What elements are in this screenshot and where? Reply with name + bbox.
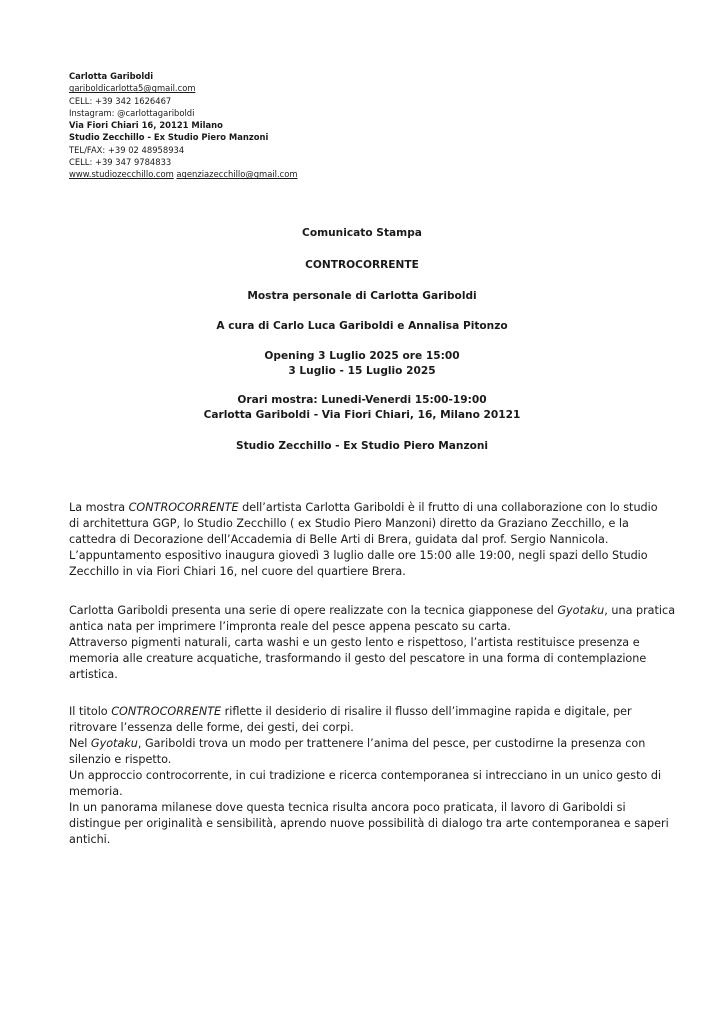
text-line: Un approccio controcorrente, in cui tradizione e ricerca contemporanea si intrecciano in un unico gesto di	[69, 769, 662, 782]
text-span: , Gariboldi trova un modo per trattenere l’anima del pesce, per custodirne la presenza con	[137, 737, 646, 750]
text-span: Il titolo	[69, 705, 112, 718]
contact-telfax: TEL/FAX: +39 02 48958934	[69, 144, 185, 155]
text-line: memoria alle creature acquatiche, trasformando il gesto del pescatore in una forma di contemplazione	[69, 652, 647, 665]
text-span: Carlotta Gariboldi presenta una serie di opere realizzate con la tecnica giapponese del	[69, 604, 558, 617]
text-span: , una pratica	[604, 604, 676, 617]
email-link[interactable]: gariboldicarlotta5@gmail.com	[69, 83, 196, 94]
website-link[interactable]: www.studiozecchillo.com	[69, 169, 174, 180]
text-span: riflette il desiderio di risalire il flusso dell’immagine rapida e digitale, per	[221, 705, 632, 718]
curators-line: A cura di Carlo Luca Gariboldi e Annalisa Pitonzo	[216, 320, 508, 332]
text-line: L’appuntamento espositivo inaugura giovedì 3 luglio dalle ore 15:00 alle 19:00, negli spazi dello Studio	[69, 549, 648, 562]
text-line: di architettura GGP, lo Studio Zecchillo ( ex Studio Piero Manzoni) diretto da Graziano Zecchillo, e la	[69, 517, 629, 530]
text-line: silenzio e rispetto.	[69, 753, 172, 766]
text-line: cattedra di Decorazione dell’Accademia di Belle Arti di Brera, guidata dal prof. Sergio Nannicola.	[69, 533, 609, 546]
press-heading: Comunicato Stampa	[302, 227, 422, 239]
text-line: antichi.	[69, 833, 111, 846]
text-line: antica nata per imprimere l’impronta reale del pesce appena pescato su carta.	[69, 620, 511, 633]
hours-line: Orari mostra: Lunedi-Venerdi 15:00-19:00	[237, 394, 487, 406]
contact-address: Via Fiori Chiari 16, 20121 Milano	[69, 120, 223, 131]
studio-line: Studio Zecchillo - Ex Studio Piero Manzoni	[235, 440, 489, 452]
contact-name: Carlotta Gariboldi	[69, 71, 154, 81]
italic-term: Gyotaku	[557, 604, 605, 617]
opening-line: Opening 3 Luglio 2025 ore 15:00	[264, 350, 460, 362]
paragraph-2	[69, 603, 676, 683]
agency-email-link[interactable]: agenziazecchillo@gmail.com	[176, 169, 298, 180]
text-line: Attraverso pigmenti naturali, carta washi e un gesto lento e rispettoso, l’artista restituisce presenza e	[69, 636, 640, 649]
text-line: memoria.	[69, 785, 123, 798]
italic-title: CONTROCORRENTE	[111, 705, 222, 718]
exhibition-subtitle: Mostra personale di Carlotta Gariboldi	[247, 290, 477, 302]
italic-term: Gyotaku	[90, 737, 138, 750]
paragraph-3	[69, 704, 669, 848]
paragraph-1	[69, 500, 669, 580]
contact-instagram: Instagram: @carlottagariboldi	[69, 107, 195, 118]
venue-line: Carlotta Gariboldi - Via Fiori Chiari, 16, Milano 20121	[203, 409, 521, 421]
contact-block	[69, 70, 298, 181]
text-line: distingue per originalità e sensibilità, aprendo nuove possibilità di dialogo tra arte contemporanea e saperi	[69, 817, 669, 830]
italic-title: CONTROCORRENTE	[128, 501, 239, 514]
text-line: ritrovare l’essenza delle forme, dei gesti, dei corpi.	[69, 721, 354, 734]
contact-studio: Studio Zecchillo - Ex Studio Piero Manzoni	[69, 132, 269, 143]
contact-cell: CELL: +39 342 1626467	[69, 95, 172, 106]
text-line: In un panorama milanese dove questa tecnica risulta ancora poco praticata, il lavoro di Gariboldi si	[69, 801, 626, 814]
contact-cell-2: CELL: +39 347 9784833	[69, 157, 172, 168]
text-span: dell’artista Carlotta Gariboldi è il frutto di una collaborazione con lo studio	[238, 501, 658, 514]
dates-line: 3 Luglio - 15 Luglio 2025	[288, 365, 436, 377]
text-span: Nel	[69, 737, 91, 750]
text-line: artistica.	[69, 668, 118, 681]
exhibition-title: CONTROCORRENTE	[305, 259, 419, 271]
text-line: Zecchillo in via Fiori Chiari 16, nel cuore del quartiere Brera.	[69, 565, 406, 578]
text-span: La mostra	[69, 501, 129, 514]
